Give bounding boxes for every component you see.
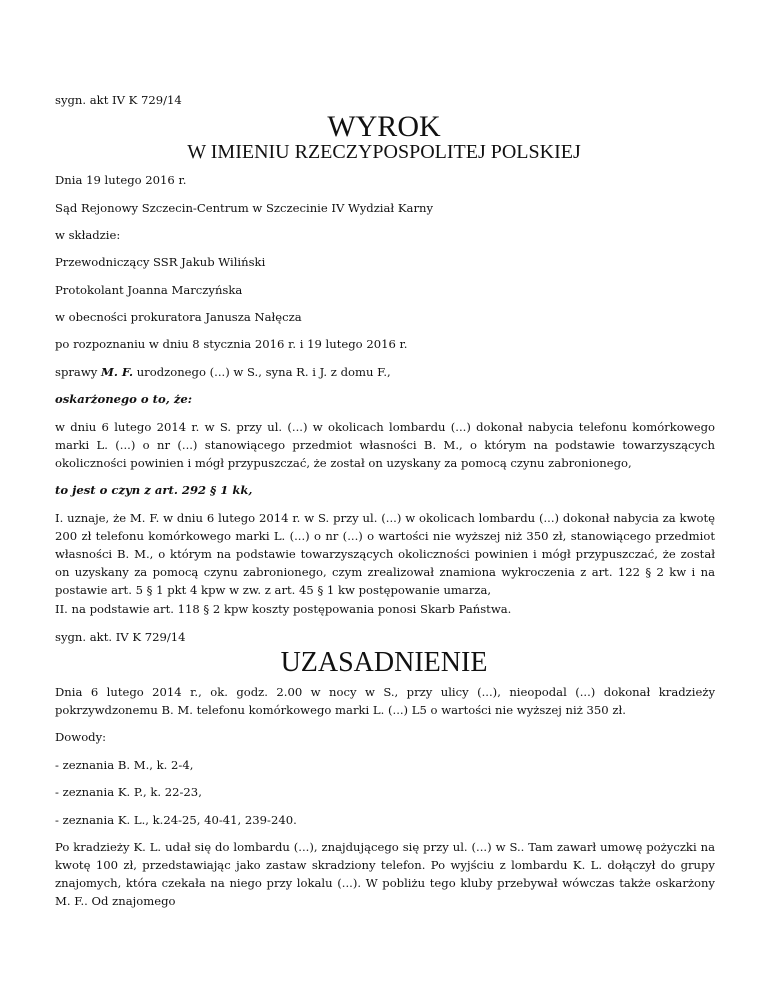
court-clerk: Protokolant Joanna Marczyńska xyxy=(55,283,243,297)
evidence-item: - zeznania K. P., k. 22-23, xyxy=(55,785,202,799)
charge-article: to jest o czyn z art. 292 § 1 kk, xyxy=(55,483,253,497)
date-line: Dnia 19 lutego 2016 r. xyxy=(55,173,187,187)
accused-name: M. F. xyxy=(101,365,134,379)
verdict-point-2: II. na podstawie art. 118 § 2 kpw koszty postępowania ponosi Skarb Państwa. xyxy=(55,602,512,616)
verdict-point-1: I. uznaje, że M. F. w dniu 6 lutego 2014 r. w S. przy ul. (...) w okolicach lombardu (...) dokonał nabycia za kwotę 200 zł telefonu komórkowego marki L. (...) o nr (...) o wartości nie wyższej niż 350 zł, stanowiącego przedmiot własności B. M., o którym na podstawie towarzyszących okoliczności powinien i mógł przypuszczać, że został on uzyskany za pomocą czynu zabronionego, czym zrealizował znamiona wykroczenia z art. 122 § 2 kw i na postawie art. 5 § 1 pkt 4 kpw w zw. z art. 45 § 1 kw postępowanie umarza, xyxy=(55,511,715,597)
evidence-item: - zeznania B. M., k. 2-4, xyxy=(55,758,194,772)
document-title: WYROK xyxy=(327,110,441,143)
court-name: Sąd Rejonowy Szczecin-Centrum w Szczecinie IV Wydział Karny xyxy=(55,201,433,215)
composition-label: w składzie: xyxy=(55,228,121,242)
justification-paragraph: Dnia 6 lutego 2014 r., ok. godz. 2.00 w nocy w S., przy ulicy (...), nieopodal (...) dokonał kradzieży pokrzywdzonemu B. M. telefonu komórkowego marki L. (...) L5 o wartości nie wyższej niż 350 zł. xyxy=(55,685,715,717)
case-line xyxy=(55,363,715,381)
evidence-label: Dowody: xyxy=(55,730,107,744)
accused-label: oskarżonego o to, że: xyxy=(55,392,193,406)
case-reference-2: sygn. akt. IV K 729/14 xyxy=(55,630,186,644)
narrative-paragraph: Po kradzieży K. L. udał się do lombardu (...), znajdującego się przy ul. (...) w S.. Tam zawarł umowę pożyczki na kwotę 100 zł, przedstawiając jako zastaw skradziony telefon. Po wyjściu z lombardu K. L. dołączył do grupy znajomych, która czekała na niego przy lokalu (...). W pobliżu tego kluby przebywał wówczas także oskarżony M. F.. Od znajomego xyxy=(55,840,715,908)
case-suffix: urodzonego (...) w S., syna R. i J. z domu F., xyxy=(133,365,391,379)
document-subtitle: W IMIENIU RZECZYPOSPOLITEJ POLSKIEJ xyxy=(187,141,581,163)
presiding-judge: Przewodniczący SSR Jakub Wiliński xyxy=(55,255,266,269)
hearing-dates: po rozpoznaniu w dniu 8 stycznia 2016 r. i 19 lutego 2016 r. xyxy=(55,337,408,351)
justification-title: UZASADNIENIE xyxy=(280,647,488,678)
charge-text: w dniu 6 lutego 2014 r. w S. przy ul. (...) w okolicach lombardu (...) dokonał nabycia telefonu komórkowego marki L. (...) o nr (...) stanowiącego przedmiot własności B. M., o którym na podstawie towarzyszących okoliczności powinien i mógł przypuszczać, że został on uzyskany za pomocą czynu zabronionego, xyxy=(55,420,715,470)
evidence-item: - zeznania K. L., k.24-25, 40-41, 239-240. xyxy=(55,813,297,827)
prosecutor: w obecności prokuratora Janusza Nałęcza xyxy=(55,310,302,324)
case-reference: sygn. akt IV K 729/14 xyxy=(55,93,182,107)
case-prefix: sprawy xyxy=(55,365,101,379)
